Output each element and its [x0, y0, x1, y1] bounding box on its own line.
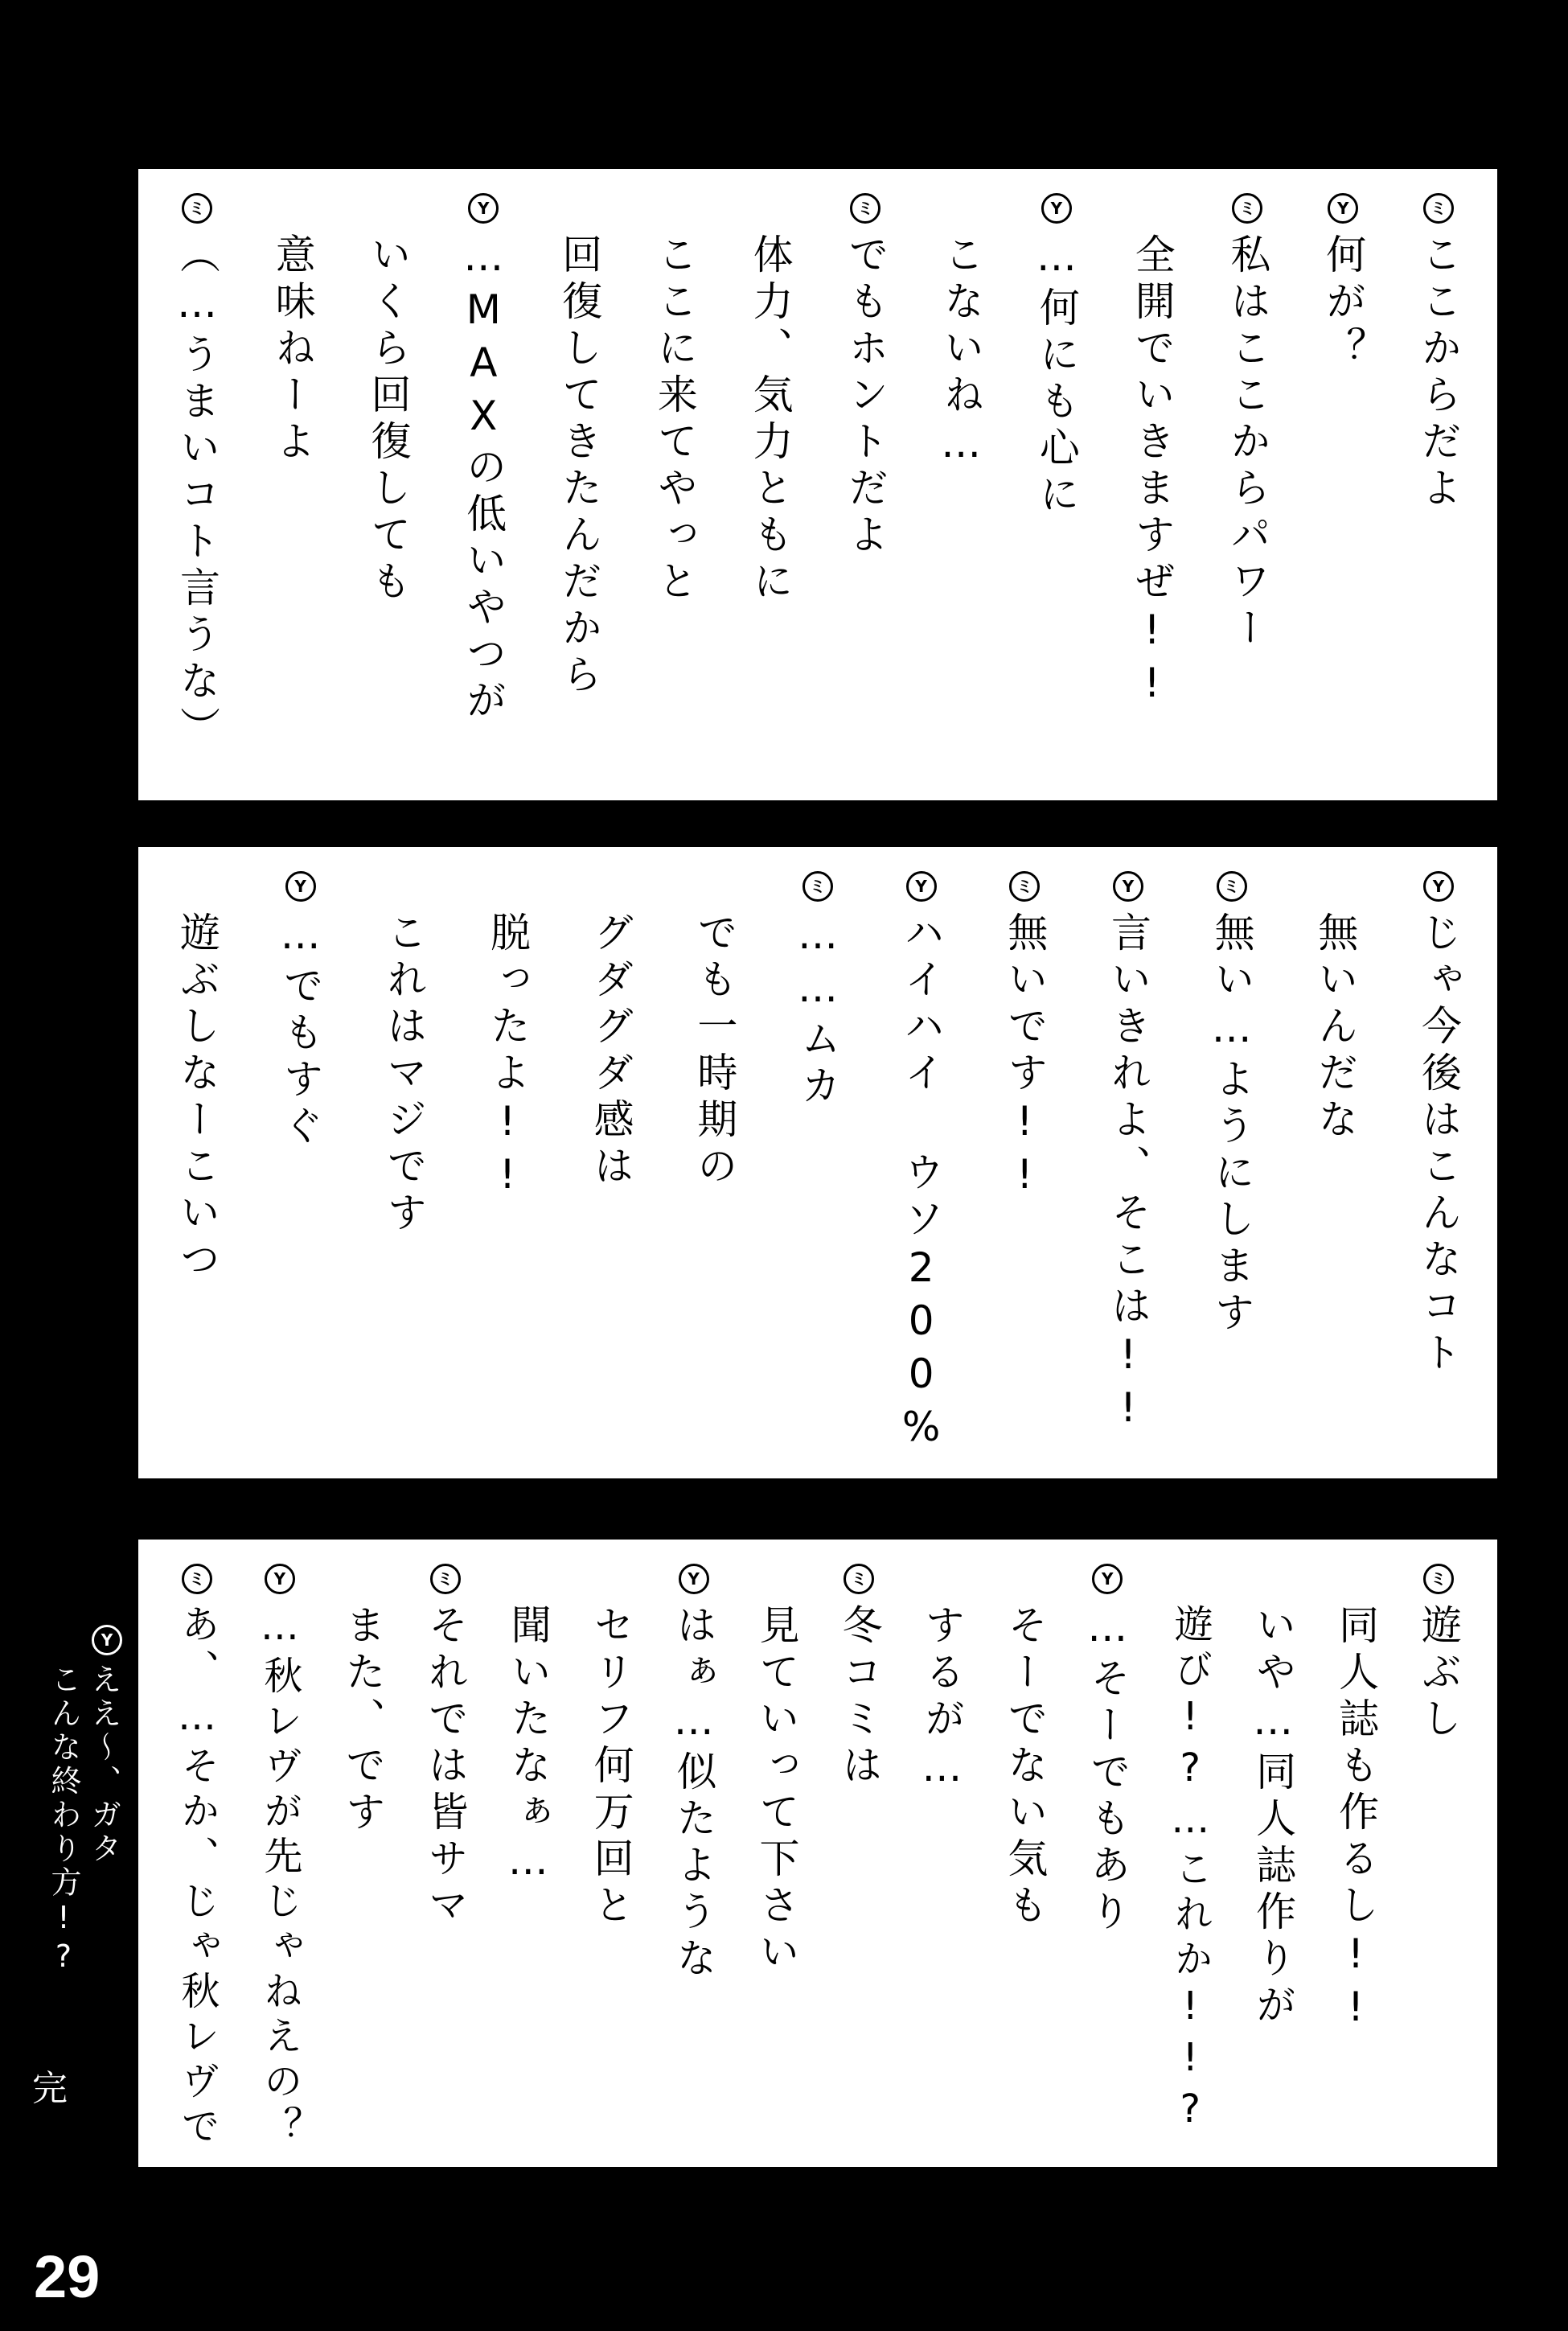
dialogue-column	[1320, 1564, 1392, 2037]
dialogue-line: 遊ぶし	[1415, 1604, 1462, 1744]
speaker-marker: ミ	[1217, 871, 1247, 902]
dialogue-column	[1402, 193, 1475, 513]
dialogue-column	[1402, 1564, 1475, 1744]
dialogue-column	[161, 871, 233, 1285]
dialogue-column	[1020, 193, 1093, 520]
speaker-marker: Y	[1423, 871, 1454, 902]
dialogue-line: （…うまいコト言うな）	[174, 233, 220, 753]
dialogue-line: …秋レヴが先じゃねえの？	[257, 1604, 302, 2151]
dialogue-line: 意味ねーよ	[269, 233, 316, 467]
dialogue-line: こないね…	[938, 233, 985, 473]
dialogue-column	[492, 1564, 564, 1890]
dialogue-panel-middle	[138, 847, 1497, 1478]
dialogue-line: …でもすぐ	[277, 911, 324, 1151]
dialogue-column	[988, 871, 1061, 1204]
dialogue-line: いくら回復しても	[364, 233, 412, 606]
dialogue-column	[678, 871, 750, 1191]
dialogue-column	[1116, 193, 1188, 713]
dialogue-line: …MAXの低いやつが	[460, 233, 507, 726]
dialogue-column	[782, 871, 854, 1111]
dialogue-line: 何が？	[1320, 233, 1367, 373]
speaker-marker: Y	[285, 871, 316, 902]
speaker-marker: Y	[265, 1564, 295, 1594]
dialogue-line: 体力、気力ともに	[746, 233, 794, 606]
dialogue-line: …何にも心に	[1032, 233, 1080, 520]
speaker-marker: ミ	[430, 1564, 461, 1594]
speaker-marker: Y	[906, 871, 937, 902]
dialogue-column	[1237, 1564, 1309, 2030]
dialogue-column	[161, 1564, 233, 2151]
speaker-marker: ミ	[182, 193, 212, 224]
speaker-marker: Y	[92, 1625, 122, 1655]
dialogue-column	[265, 871, 337, 1151]
dialogue-line: …そーでもあり	[1084, 1604, 1131, 1937]
dialogue-line: でもホントだよ	[842, 233, 889, 560]
dialogue-line: 遊ぶしなーこいつ	[174, 911, 220, 1285]
dialogue-line: 冬コミは	[835, 1604, 883, 1790]
dialogue-line: 見ていって下さい	[753, 1604, 800, 1977]
speaker-marker: ミ	[850, 193, 880, 224]
dialogue-column	[543, 193, 615, 700]
dialogue-column	[925, 193, 997, 473]
dialogue-column	[1402, 871, 1475, 1378]
speaker-marker: ミ	[1009, 871, 1040, 902]
dialogue-column	[658, 1564, 730, 1984]
speaker-marker: ミ	[182, 1564, 212, 1594]
dialogue-line: これはマジです	[380, 911, 428, 1238]
dialogue-column	[161, 193, 233, 753]
dialogue-column	[638, 193, 711, 606]
dialogue-line: ここからだよ	[1415, 233, 1462, 513]
dialogue-column	[326, 1564, 399, 1837]
dialogue-column	[734, 193, 807, 606]
dialogue-column	[885, 871, 958, 1457]
speaker-marker: ミ	[1232, 193, 1262, 224]
dialogue-column	[829, 193, 901, 560]
dialogue-column	[352, 193, 425, 606]
dialogue-line: ここに来てやっと	[651, 233, 698, 606]
speaker-marker: ミ	[802, 871, 833, 902]
speaker-marker: Y	[1092, 1564, 1123, 1594]
dialogue-column	[1299, 871, 1371, 1145]
dialogue-line: また、です	[339, 1604, 386, 1837]
dialogue-column	[367, 871, 440, 1238]
dialogue-line: それでは皆サマ	[421, 1604, 469, 1930]
dialogue-column	[988, 1564, 1061, 1930]
dialogue-column	[1154, 1564, 1226, 2138]
dialogue-line: グダグダ感は	[587, 911, 634, 1191]
speaker-marker: Y	[1113, 871, 1143, 902]
speaker-marker: Y	[679, 1564, 709, 1594]
dialogue-line: 私はここからパワー	[1224, 233, 1271, 653]
dialogue-line: 脱ったよ!!	[484, 911, 531, 1204]
dialogue-line: はぁ…似たような	[670, 1604, 717, 1984]
dialogue-line: じゃ今後はこんなコト	[1415, 911, 1462, 1378]
dialogue-column	[471, 871, 544, 1204]
dialogue-panel-bottom	[138, 1540, 1497, 2167]
dialogue-line: 聞いたなぁ…	[504, 1604, 552, 1890]
dialogue-column	[447, 193, 519, 726]
dialogue-line: ……ムカ	[794, 911, 841, 1111]
dialogue-column	[1211, 193, 1283, 653]
dialogue-line: 回復してきたんだから	[556, 233, 603, 700]
dialogue-line: ハイハイ ウソ200%	[897, 911, 945, 1457]
dialogue-line: でも一時期の	[691, 911, 738, 1191]
dialogue-line: 言いきれよ、そこは!!	[1105, 911, 1151, 1437]
dialogue-column	[741, 1564, 813, 1977]
dialogue-column	[575, 871, 647, 1191]
speaker-marker: Y	[468, 193, 499, 224]
dialogue-column	[575, 1564, 647, 1930]
page-number: 29	[34, 2243, 101, 2310]
dialogue-line: するが…	[918, 1604, 966, 1797]
dialogue-column	[1307, 193, 1379, 373]
speaker-marker: Y	[1041, 193, 1072, 224]
speaker-marker: ミ	[1423, 193, 1454, 224]
dialogue-line: 無いです!!	[1001, 911, 1049, 1204]
side-note-line: ええ〜、ガタ	[86, 1663, 121, 1866]
dialogue-column	[409, 1564, 482, 1930]
speaker-marker: ミ	[1423, 1564, 1454, 1594]
dialogue-column	[244, 1564, 316, 2151]
dialogue-column	[1071, 1564, 1143, 1937]
side-note-line: こんな終わり方!?	[46, 1663, 81, 1977]
dialogue-line: セリフ何万回と	[587, 1604, 634, 1930]
dialogue-line: 無いんだな	[1311, 911, 1359, 1145]
dialogue-column	[905, 1564, 978, 1797]
dialogue-line: 同人誌も作るし!!	[1332, 1604, 1380, 2037]
dialogue-column	[823, 1564, 895, 1790]
speaker-marker: Y	[1328, 193, 1358, 224]
dialogue-line: いや…同人誌作りが	[1250, 1604, 1297, 2030]
dialogue-line: 遊び!?…これか!!?	[1168, 1604, 1213, 2138]
dialogue-line: あ、…そか、じゃ秋レヴで	[174, 1604, 220, 2151]
speaker-marker: ミ	[844, 1564, 874, 1594]
dialogue-line: そーでない気も	[1001, 1604, 1049, 1930]
dialogue-column	[257, 193, 329, 467]
dialogue-line: 全開でいきますぜ!!	[1128, 233, 1176, 713]
dialogue-column	[1196, 871, 1268, 1338]
dialogue-column	[1092, 871, 1164, 1437]
dialogue-panel-top	[138, 169, 1497, 800]
end-mark: 完	[32, 2068, 68, 2109]
dialogue-line: 無い…ようにします	[1208, 911, 1255, 1338]
